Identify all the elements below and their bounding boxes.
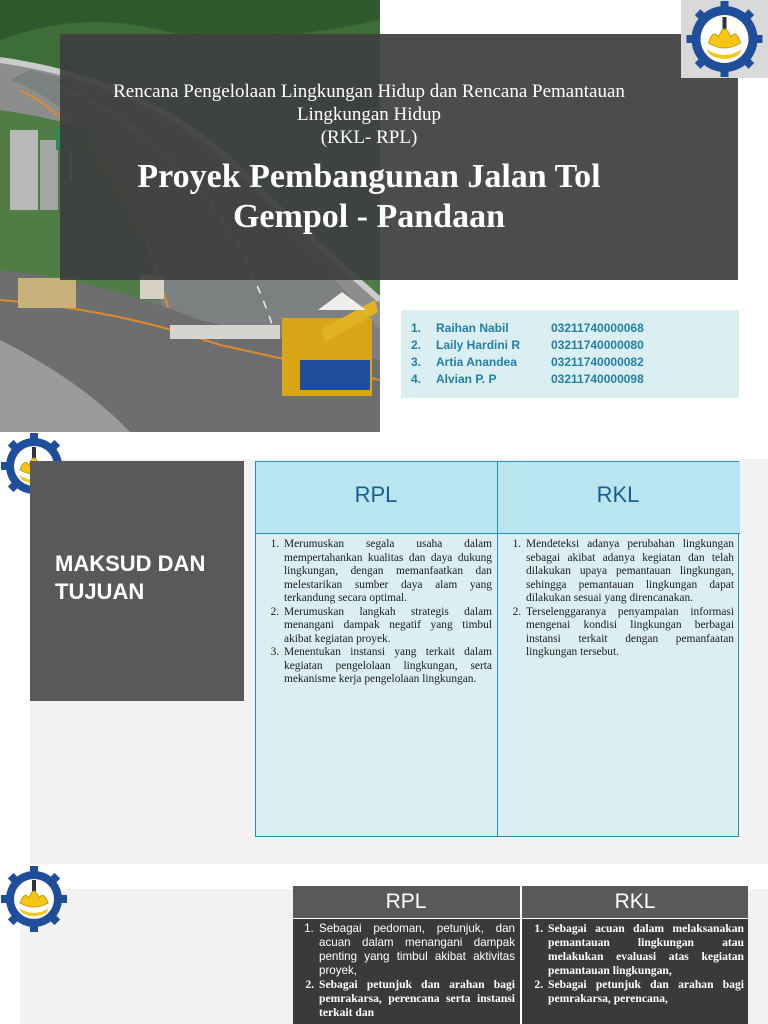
team-members-box [401, 310, 739, 398]
rpl-rkl-table-dark [293, 886, 748, 1024]
list-item: 2. Terselenggaranya penyampaian informasi mengenai kondisi lingkungan berbagai instansi terkait dengan pemanfaatan lingkungan tersebut. [524, 606, 734, 660]
list-item: 1. Sebagai pedoman, petunjuk, dan acuan dalam menangani dampak penting yang timbul akibat aktivitas proyek, [317, 922, 515, 978]
list-item: 1. Sebagai acuan dalam melaksanakan pemantauan lingkungan atau melakukan evaluasi atas kegiatan pemantauan lingkungan, [546, 922, 744, 978]
team-members-list [401, 310, 739, 388]
title-text [60, 34, 678, 280]
rpl-rkl-table [255, 461, 739, 837]
rpl-list [256, 538, 492, 687]
list-item: 3. Menentukan instansi yang terkait dalam kegiatan pengelolaan lingkungan, serta mekanisme kerja pengelolaan lingkungan. [282, 646, 492, 687]
header-rkl: RKL [614, 890, 656, 913]
list-item: 1. Mendeteksi adanya perubahan lingkungan sebagai akibat adanya kegiatan dan telah dilakukan upaya pemantauan lingkungan, sehingga pemantauan lingkungan dapat dilakukan sesuai yang direncanakan. [524, 538, 734, 606]
list-item: 3. Artia Anandea 03211740000082 [411, 355, 644, 369]
table-header [256, 462, 740, 534]
slide-title [0, 0, 768, 432]
list-item: 1. Merumuskan segala usaha dalam mempertahankan kualitas dan daya dukung lingkungan, dengan memanfaatkan dan melestarikan sumber daya alam yang terkandung secara optimal. [282, 538, 492, 606]
slide-subtitle: Rencana Pengelolaan Lingkungan Hidup dan Rencana Pemantauan Lingkungan Hidup (RKL- RPL) [60, 80, 678, 149]
list-item: 4. Alvian P. P 03211740000098 [411, 372, 644, 386]
slide-title-main: Proyek Pembangunan Jalan Tol Gempol - Pandaan [137, 158, 601, 235]
column-divider [520, 886, 522, 1024]
list-item: 2. Laily Hardini R 03211740000080 [411, 338, 644, 352]
header-rpl: RPL [354, 482, 398, 507]
its-logo-icon [0, 864, 68, 934]
header-rkl: RKL [596, 482, 640, 507]
its-logo-top-right [681, 0, 768, 78]
its-logo-slide3 [0, 864, 68, 934]
rkl-list [522, 922, 744, 1006]
its-logo-icon [681, 0, 768, 78]
rkl-list [498, 538, 734, 660]
section-title: MAKSUD DAN TUJUAN [55, 551, 206, 604]
column-divider [497, 462, 498, 836]
list-item: 2. Merumuskan langkah strategis dalam menangani dampak negatif yang timbul akibat kegiatan proyek. [282, 606, 492, 647]
slide-rpl-rkl-fungsi [0, 864, 768, 1024]
subtitle-abbr: (RKL- RPL) [320, 127, 418, 148]
list-item: 2. Sebagai petunjuk dan arahan bagi pemrakarsa, perencana serta instansi terkait dan [317, 978, 515, 1020]
list-item: 2. Sebagai petunjuk dan arahan bagi pemrakarsa, perencana, [546, 978, 744, 1006]
slide-maksud-tujuan [0, 432, 768, 864]
rpl-list [293, 922, 515, 1020]
header-rpl: RPL [385, 890, 427, 913]
list-item: 1. Raihan Nabil 03211740000068 [411, 321, 644, 335]
